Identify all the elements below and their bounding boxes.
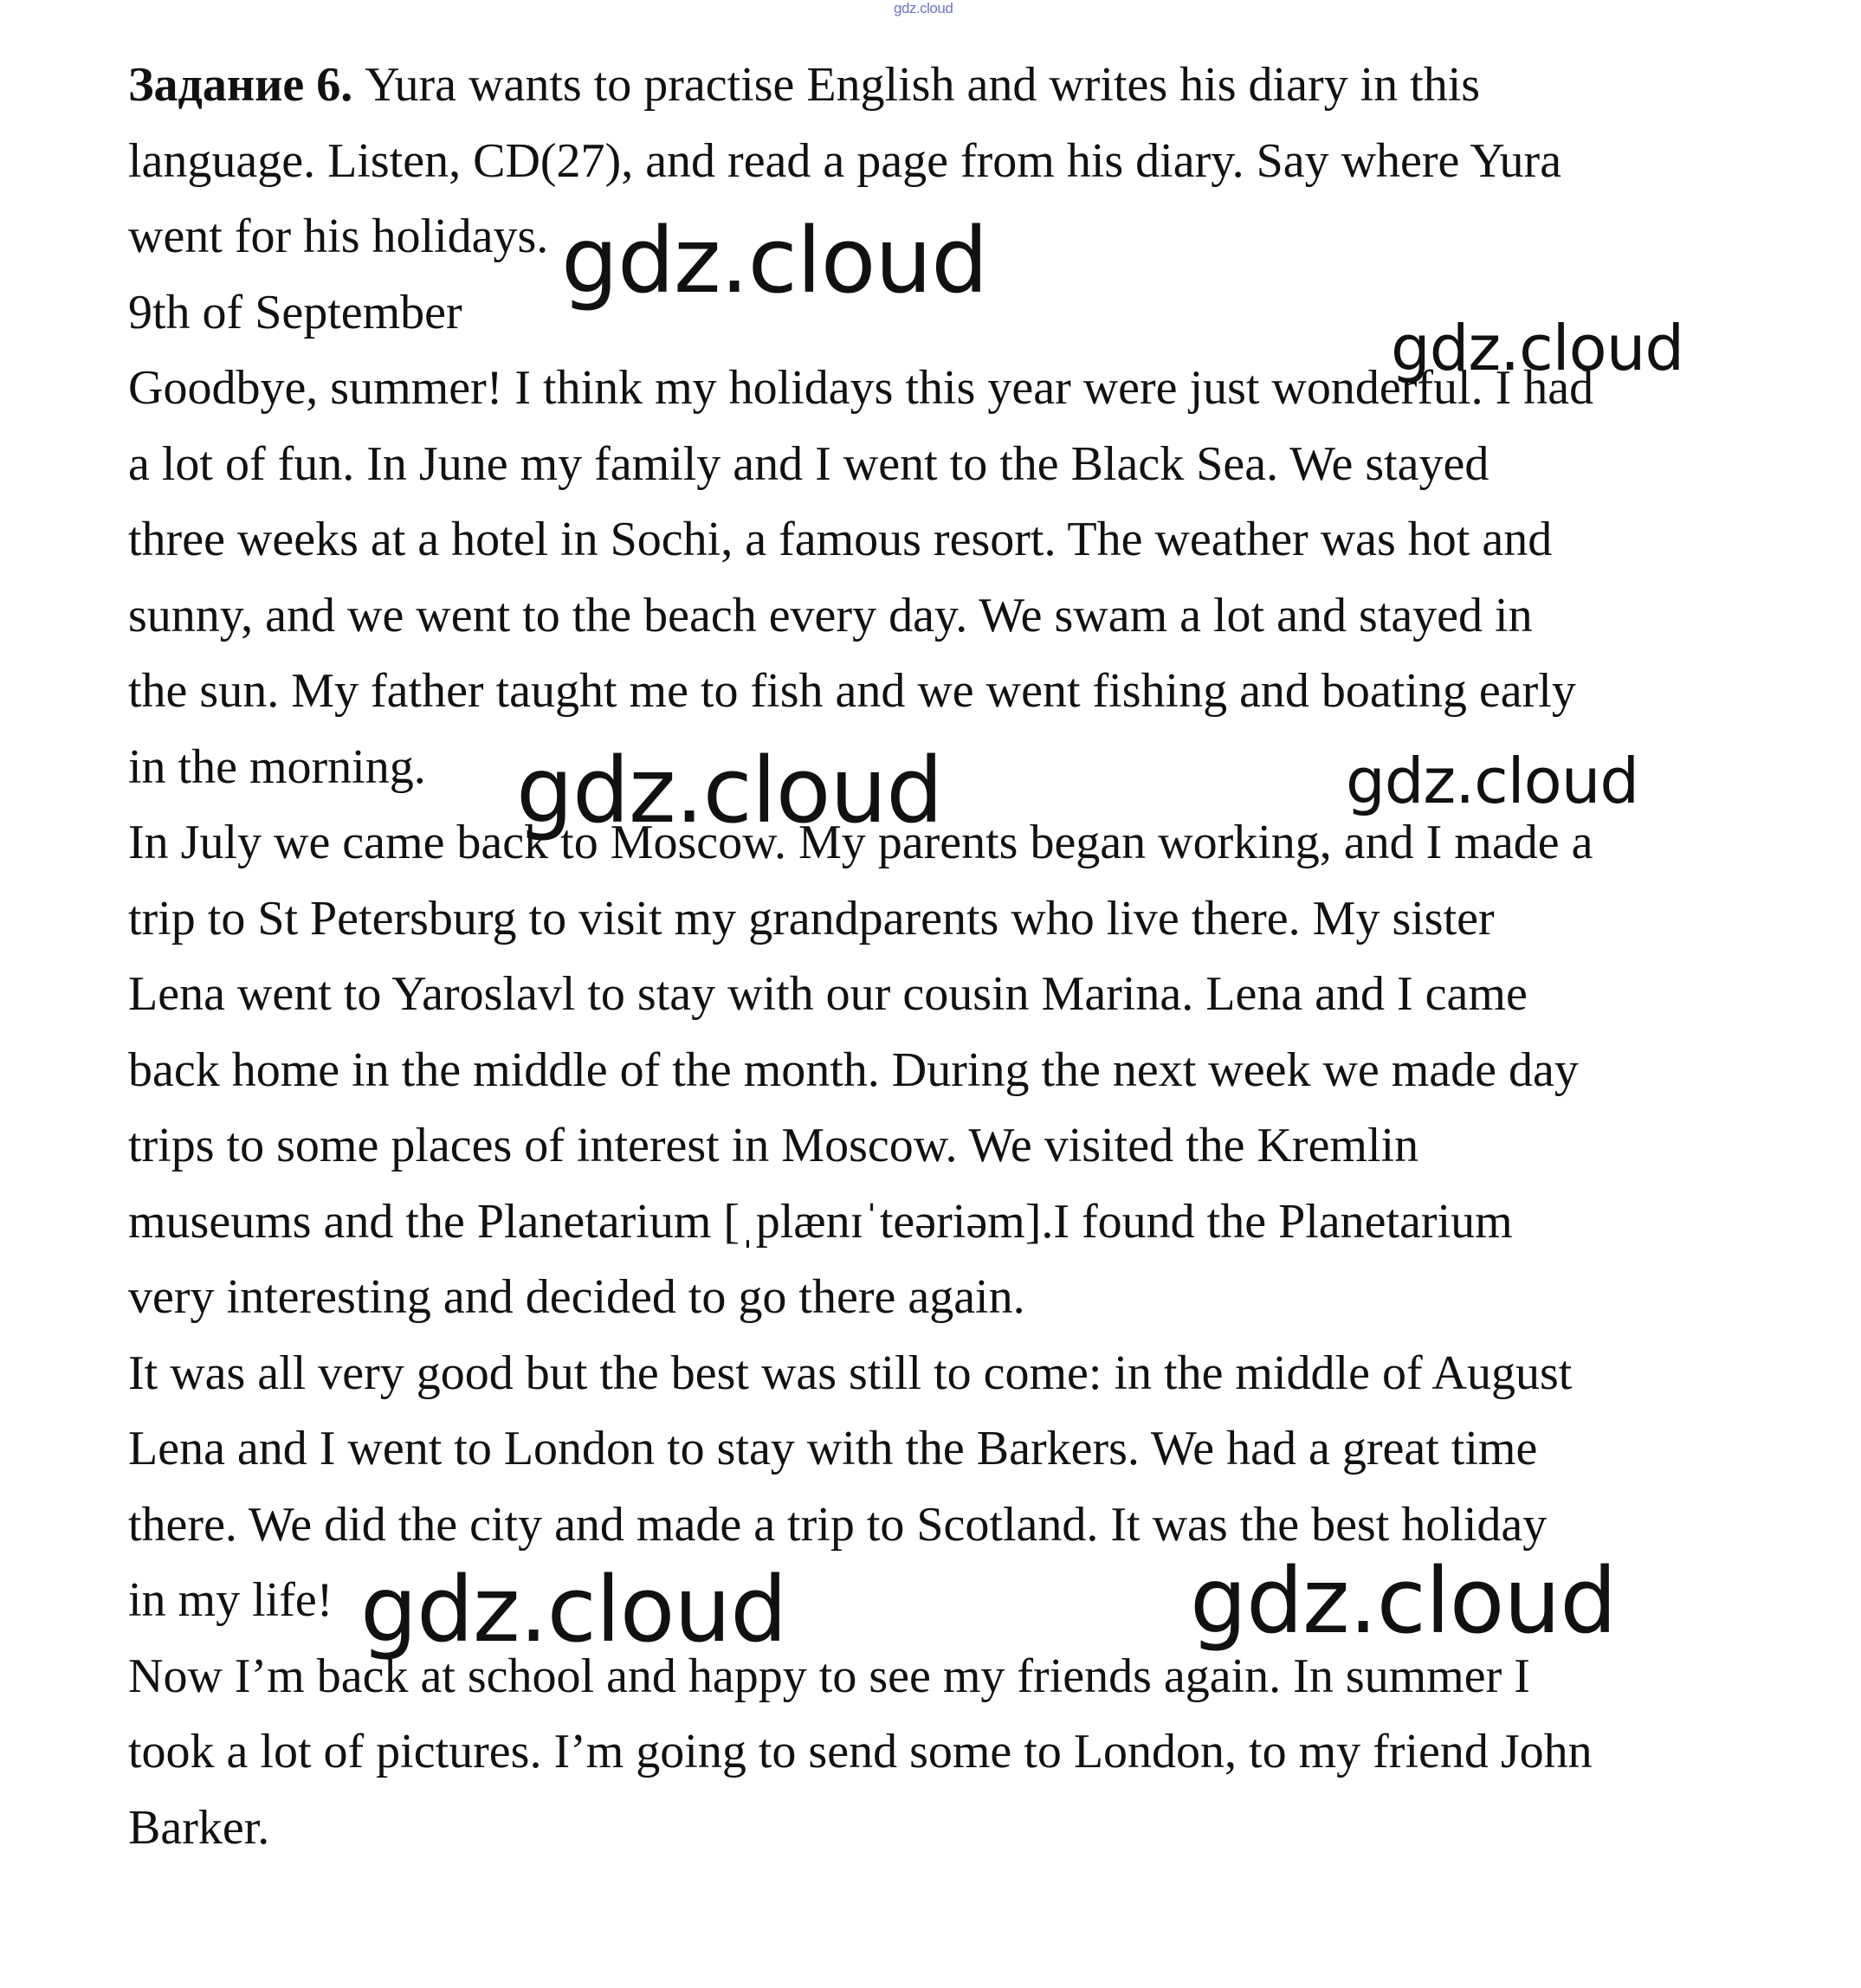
diary-line: sunny, and we went to the beach every day. We swam a lot and stayed in — [128, 588, 1533, 642]
diary-line: Lena went to Yaroslavl to stay with our cousin Marina. Lena and I came — [128, 967, 1528, 1021]
diary-date: 9th of September — [128, 285, 462, 339]
diary-line: It was all very good but the best was still to come: in the middle of August — [128, 1346, 1573, 1400]
task-instruction-2: language. Listen, CD(27), and read a page from his diary. Say where Yura — [128, 133, 1562, 188]
diary-line: there. We did the city and made a trip to Scotland. It was the best holiday — [128, 1497, 1548, 1552]
diary-line: Goodbye, summer! I think my holidays this year were just wonderful. I had — [128, 361, 1594, 415]
diary-line: trip to St Petersburg to visit my grandparents who live there. My sister — [128, 891, 1495, 946]
diary-line: a lot of fun. In June my family and I went to the Black Sea. We stayed — [128, 436, 1489, 491]
diary-line: Now I’m back at school and happy to see my friends again. In summer I — [128, 1649, 1530, 1703]
diary-line: trips to some places of interest in Moscow. We visited the Kremlin — [128, 1119, 1419, 1172]
site-mark: gdz.cloud — [894, 0, 953, 16]
diary-line: took a lot of pictures. I’m going to send some to London, to my friend John — [128, 1725, 1593, 1778]
watermark: gdz.cloud — [1346, 745, 1639, 817]
diary-line: museums and the Planetarium [ˌplænɪˈteəriəm].I found the Planetarium — [128, 1194, 1513, 1249]
diary-line: three weeks at a hotel in Sochi, a famous resort. The weather was hot and — [128, 513, 1553, 566]
task-instruction-1: Yura wants to practise English and writes his diary in this — [352, 58, 1481, 112]
diary-line: in my life! — [128, 1573, 333, 1627]
task-instruction-3: went for his holidays. — [128, 210, 549, 263]
diary-line: the sun. My father taught me to fish and we went fishing and boating early — [128, 664, 1576, 718]
diary-line: Lena and I went to London to stay with the Barkers. We had a great time — [128, 1422, 1538, 1475]
watermark: gdz.cloud — [516, 738, 943, 843]
task-line-1 — [128, 48, 1808, 124]
task-label: Задание 6. — [128, 58, 353, 112]
diary-line: back home in the middle of the month. During the next week we made day — [128, 1042, 1579, 1097]
watermark: gdz.cloud — [1391, 312, 1684, 384]
watermark: gdz.cloud — [360, 1557, 787, 1662]
watermark: gdz.cloud — [1190, 1548, 1617, 1654]
diary-line: very interesting and decided to go there again. — [128, 1270, 1025, 1324]
diary-line: In July we came back to Moscow. My parents began working, and I made a — [128, 816, 1593, 869]
diary-line: Barker. — [128, 1800, 270, 1855]
watermark: gdz.cloud — [561, 208, 988, 313]
diary-line: in the morning. — [128, 739, 426, 794]
